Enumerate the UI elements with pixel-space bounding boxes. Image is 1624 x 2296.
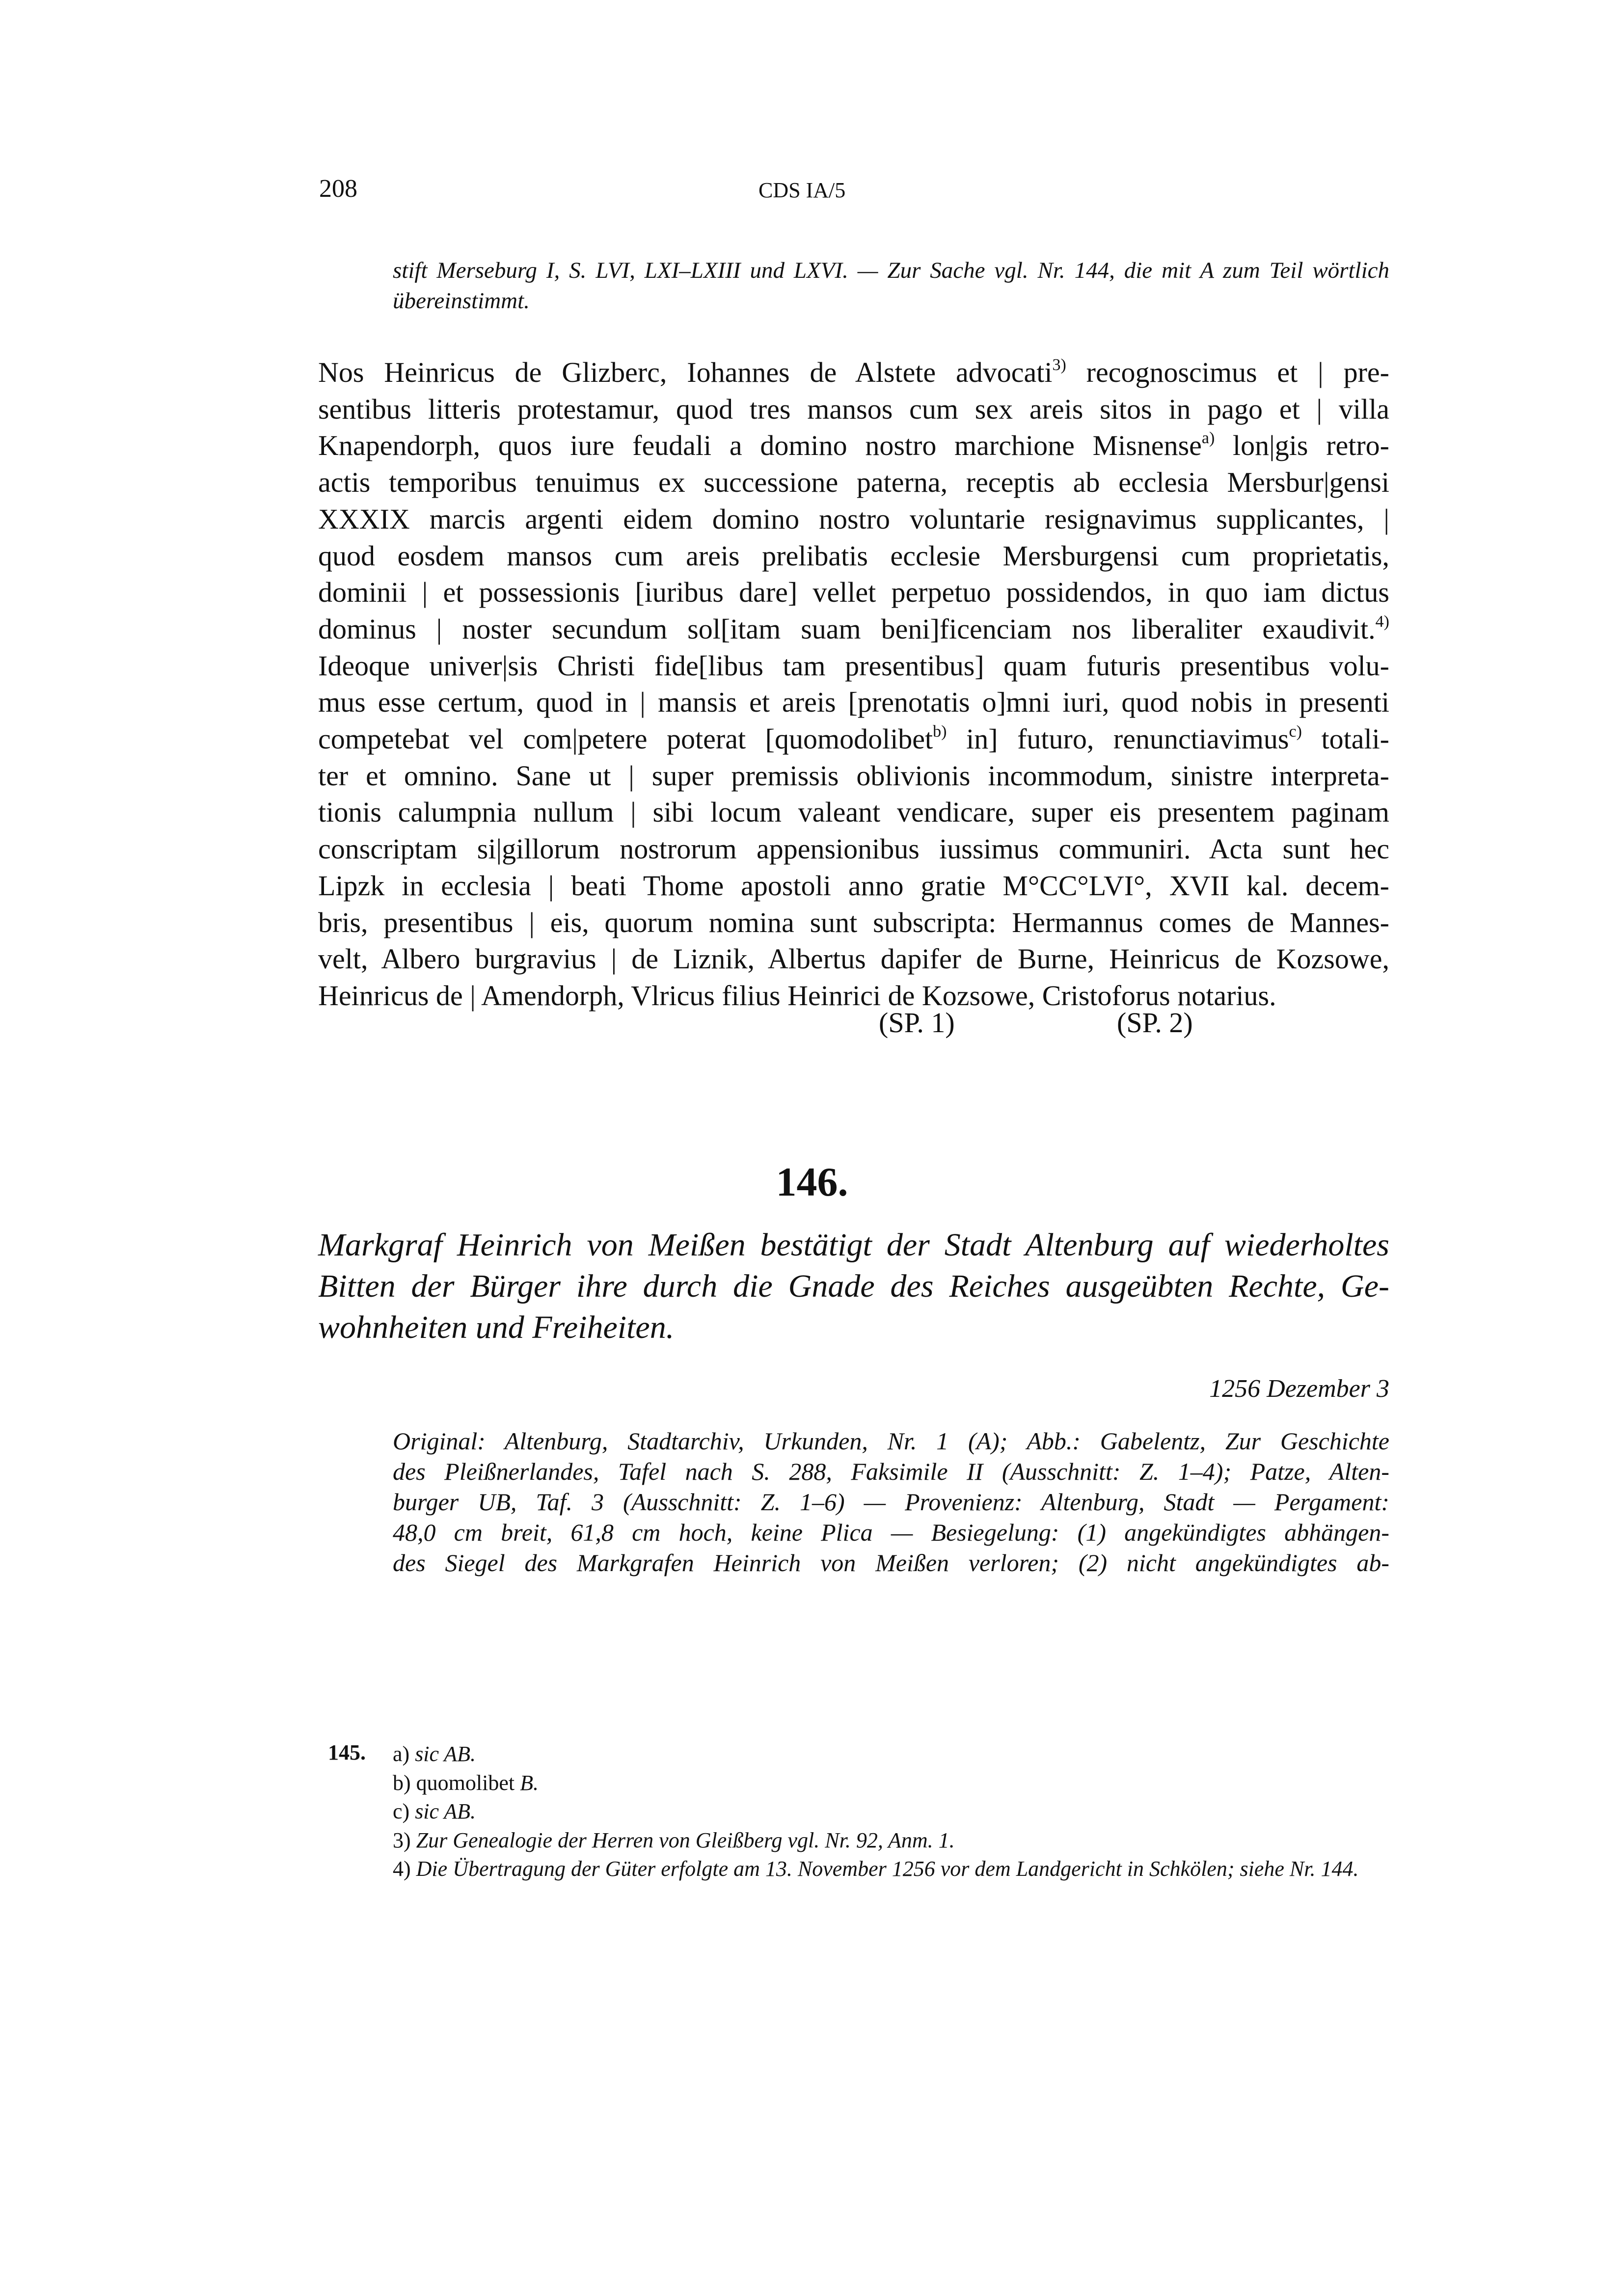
text-line: XXXIX marcis argenti eidem domino nostro voluntarie resignavimus supplicantes, | (318, 503, 1389, 535)
footnote-ref: a) (1201, 429, 1215, 448)
text-line: dominii | et possessionis [iuribus dare] vellet perpetuo possidendos, in quo iam dictus (318, 576, 1389, 609)
text-line: Nos Heinricus de Glizberc, Iohannes de Alstete advocati$^{3)}$ recognoscimus et | pre- (318, 355, 1389, 388)
text-line: Lipzk in ecclesia | beati Thome apostoli anno gratie M°CC°LVI°, XVII kal. decem- (318, 869, 1389, 902)
document-date: 1256 Dezember 3 (1209, 1375, 1389, 1403)
footnote-ref: 4) (1375, 612, 1389, 631)
text-line: Ideoque univer|sis Christi fide[libus tam presentibus] quam futuris presentibus volu- (318, 649, 1389, 682)
seal-mark: (SP. 1) (879, 1007, 955, 1039)
footnote: 4) Die Übertragung der Güter erfolgte am 13. November 1256 vor dem Landgericht in Schkölen; siehe Nr. 144. (393, 1857, 1359, 1881)
footnote-ref: c) (1289, 722, 1302, 741)
source-line: burger UB, Taf. 3 (Ausschnitt: Z. 1–6) — Provenienz: Altenburg, Stadt — Pergament: (393, 1488, 1389, 1516)
text-line: Knapendorph, quos iure feudali a domino nostro marchione Misnense$^{a)}$ lon|gis retro- (318, 429, 1389, 462)
text-line: ter et omnino. Sane ut | super premissis oblivionis incommodum, sinistre interpreta- (318, 759, 1389, 792)
text-line: quod eosdem mansos cum areis prelibatis ecclesie Mersburgensi cum proprietatis, (318, 539, 1389, 572)
source-line: des Pleißnerlandes, Tafel nach S. 288, Faksimile II (Ausschnitt: Z. 1–4); Patze, Alten- (393, 1458, 1389, 1485)
document-regest (318, 1225, 1389, 1348)
text-line: Heinricus de | Amendorph, Vlricus filius Heinrici de Kozsowe, Cristoforus notarius. (318, 979, 1276, 1012)
document-number: 146. (776, 1159, 848, 1205)
footnotes (393, 1740, 1389, 1884)
source-line: Original: Altenburg, Stadtarchiv, Urkunden, Nr. 1 (A); Abb.: Gabelentz, Zur Geschichte (393, 1427, 1389, 1455)
footnote-ref: b) (933, 722, 947, 741)
source-line: 48,0 cm breit, 61,8 cm hoch, keine Plica — Besiegelung: (1) angekündigtes abhängen- (393, 1519, 1389, 1546)
footnote-ref: 3) (1052, 355, 1066, 374)
previous-document-note: stift Merseburg I, S. LVI, LXI–LXIII und LXVI. — Zur Sache vgl. Nr. 144, die mit A zum Teil wörtlich übereinstimmt. (393, 258, 1389, 314)
text-line: dominus | noster secundum sol[itam suam beni]ficenciam nos liberaliter exaudivit.$^{4)}$ (318, 612, 1389, 645)
source-line: des Siegel des Markgrafen Heinrich von Meißen verloren; (2) nicht angekündigtes ab- (393, 1549, 1389, 1576)
source-description (393, 1426, 1389, 1578)
footnote: 3) Zur Genealogie der Herren von Gleißberg vgl. Nr. 92, Anm. 1. (393, 1828, 955, 1852)
footnote: b) quomolibet B. (393, 1770, 539, 1795)
text-line: tionis calumpnia nullum | sibi locum valeant vendicare, super eis presentem paginam (318, 796, 1389, 828)
previous-document-text (318, 354, 1389, 1015)
seal-mark: (SP. 2) (1117, 1007, 1193, 1039)
text-line: competebat vel com|petere poterat [quomodolibet$^{b)}$ in] futuro, renunctiavimus$^{c)}$ totali- (318, 722, 1390, 755)
text-line: sentibus litteris protestamur, quod tres mansos cum sex areis sitos in pago et | villa (318, 393, 1389, 425)
text-line: actis temporibus tenuimus ex successione paterna, receptis ab ecclesia Mersbur|gensi (318, 466, 1389, 499)
footnote: a) sic AB. (393, 1742, 476, 1766)
regest-line: wohnheiten und Freiheiten. (318, 1309, 675, 1345)
text-line: bris, presentibus | eis, quorum nomina sunt subscripta: Hermannus comes de Mannes- (318, 906, 1389, 938)
regest-line: Markgraf Heinrich von Meißen bestätigt der Stadt Altenburg auf wiederholtes (318, 1227, 1389, 1263)
regest-line: Bitten der Bürger ihre durch die Gnade des Reiches ausgeübten Rechte, Ge- (318, 1268, 1389, 1304)
running-title: CDS IA/5 (758, 178, 846, 202)
text-line: velt, Albero burgravius | de Liznik, Albertus dapifer de Burne, Heinricus de Kozsowe, (318, 943, 1389, 975)
text-line: mus esse certum, quod in | mansis et areis [prenotatis o]mni iuri, quod nobis in presenti (318, 686, 1389, 719)
page-number: 208 (319, 175, 357, 203)
footnotes-label: 145. (328, 1740, 366, 1764)
text-line: conscriptam si|gillorum nostrorum appensionibus iussimus communiri. Acta sunt hec (318, 833, 1389, 865)
footnote: c) sic AB. (393, 1799, 476, 1823)
